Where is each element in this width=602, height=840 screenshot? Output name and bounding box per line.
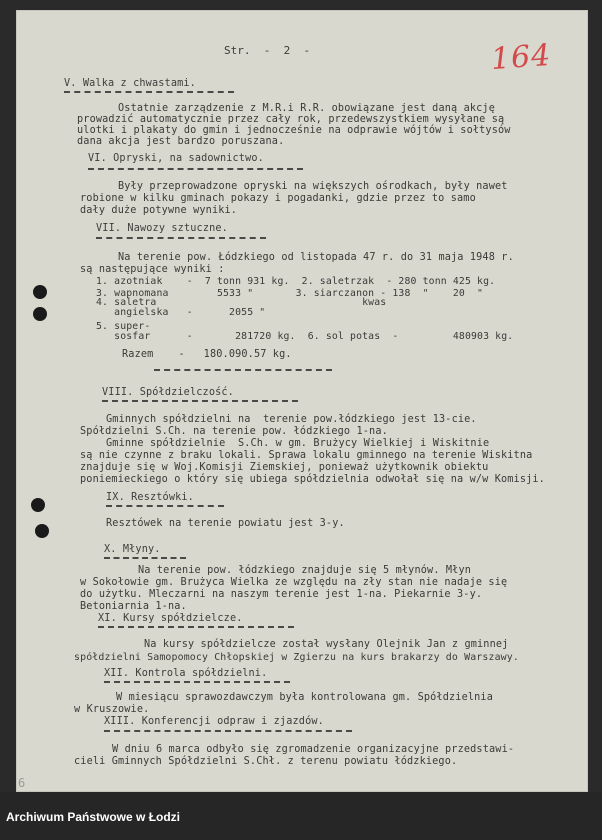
fertilizer-total: Razem - 180.090.57 kg. [122, 349, 292, 360]
text-line: Resztówek na terenie powiatu jest 3-y. [106, 518, 345, 529]
archive-label: Archiwum Państwowe w Łodzi [6, 810, 181, 824]
text-line: poniemieckiego o który się ubiega spółdzielnia odwołał się na w/w Komisji. [80, 474, 545, 485]
text-line: Betoniarnia 1-na. [80, 601, 187, 612]
text-line: Gminnych spółdzielni na terenie pow.łódzkiego jest 13-cie. [106, 414, 477, 425]
section-heading: V. Walka z chwastami. [64, 78, 196, 89]
text-line: dana akcja jest bardzo poruszana. [77, 136, 285, 147]
punch-hole [33, 285, 47, 299]
text-line: cieli Gminnych Spółdzielni S.Chł. z terenu powiatu łódzkiego. [74, 756, 458, 767]
page-number: Str. - 2 - [224, 44, 311, 57]
text-line: znajduje się w Woj.Komisji Ziemskiej, ponieważ użytkownik obiektu [80, 462, 489, 473]
text-line: Na terenie pow. łódzkiego znajduje się 5 młynów. Młyn [138, 565, 472, 576]
fertilizer-row: 1. azotniak - 7 tonn 931 kg. 2. saletrzak - 280 tonn 425 kg. [96, 276, 496, 287]
section-heading: XIII. Konferencji odpraw i zjazdów. [104, 716, 324, 727]
heading-underline [64, 91, 234, 93]
heading-underline [104, 557, 186, 559]
text-line: spółdzielni Samopomocy Chłopskiej w Zgierzu na kurs brakarzy do Warszawy. [74, 652, 519, 663]
archive-footer-bar [0, 792, 602, 840]
fertilizer-row: 5. super- [96, 321, 151, 332]
text-line: Były przeprowadzone opryski na większych ośrodkach, były nawet [118, 181, 508, 192]
heading-underline [104, 681, 290, 683]
fertilizer-row: angielska - 2055 " [96, 307, 266, 318]
text-line: Ostatnie zarządzenie z M.R.i R.R. obowiązane jest daną akcję [118, 103, 496, 114]
heading-underline [98, 626, 294, 628]
section-heading: IX. Resztówki. [106, 492, 194, 503]
text-line: robione w kilku gminach pokazy i pogadanki, gdzie przez to samo [80, 193, 476, 204]
heading-underline [106, 505, 224, 507]
fertilizer-row: 3. wapnomana 5533 " 3. siarczanon - 138 " 20 " [96, 288, 484, 299]
section-heading: XI. Kursy spółdzielcze. [98, 613, 243, 624]
heading-underline [88, 168, 303, 170]
heading-underline [104, 730, 352, 732]
text-line: W miesiącu sprawozdawczym była kontrolowana gm. Spółdzielnia [116, 692, 494, 703]
text-line: prowadzić automatycznie przez cały rok, przedewszystkiem wysyłane są [77, 114, 505, 125]
text-line: są nie czynne z braku lokali. Sprawa lokalu gminnego na terenie Wiskitna [80, 450, 533, 461]
text-line: dały duże potywne wyniki. [80, 205, 238, 216]
text-line: ulotki i plakaty do gmin i jednocześnie na odprawie wójtów i sołtysów [77, 125, 511, 136]
text-line: do użytku. Mleczarni na naszym terenie jest 1-na. Piekarnie 3-y. [80, 589, 483, 600]
total-underline [154, 369, 332, 371]
text-line: w Kruszowie. [74, 704, 150, 715]
heading-underline [96, 237, 266, 239]
corner-mark: 6 [18, 776, 26, 790]
text-line: Gminne spółdzielnie S.Ch. w gm. Brużycy Wielkiej i Wiskitnie [106, 438, 490, 449]
text-line: Spółdzielni S.Ch. na terenie pow. łódzkiego 1-na. [80, 426, 388, 437]
section-heading: XII. Kontrola spółdzielni. [104, 668, 268, 679]
fertilizer-row: sosfar - 281720 kg. 6. sol potas - 480903 kg. [96, 331, 514, 342]
handwritten-folio-number: 164 [489, 37, 553, 78]
text-line: Na kursy spółdzielcze został wysłany Olejnik Jan z gminnej [144, 639, 509, 650]
punch-hole [33, 307, 47, 321]
section-heading: VI. Opryski, na sadownictwo. [88, 153, 264, 164]
text-line: W dniu 6 marca odbyło się zgromadzenie organizacyjne przedstawi- [112, 744, 515, 755]
section-heading: X. Młyny. [104, 544, 161, 555]
punch-hole [35, 524, 49, 538]
section-heading: VII. Nawozy sztuczne. [96, 223, 228, 234]
section-heading: VIII. Spółdzielczość. [102, 387, 234, 398]
text-line: w Sokołowie gm. Brużyca Wielka ze względu na zły stan nie nadaje się [80, 577, 508, 588]
punch-hole [31, 498, 45, 512]
text-line: Na terenie pow. Łódzkiego od listopada 47 r. do 31 maja 1948 r. [118, 252, 514, 263]
heading-underline [102, 400, 298, 402]
fertilizer-row: 4. saletra kwas [96, 297, 387, 308]
text-line: są następujące wyniki : [80, 264, 225, 275]
